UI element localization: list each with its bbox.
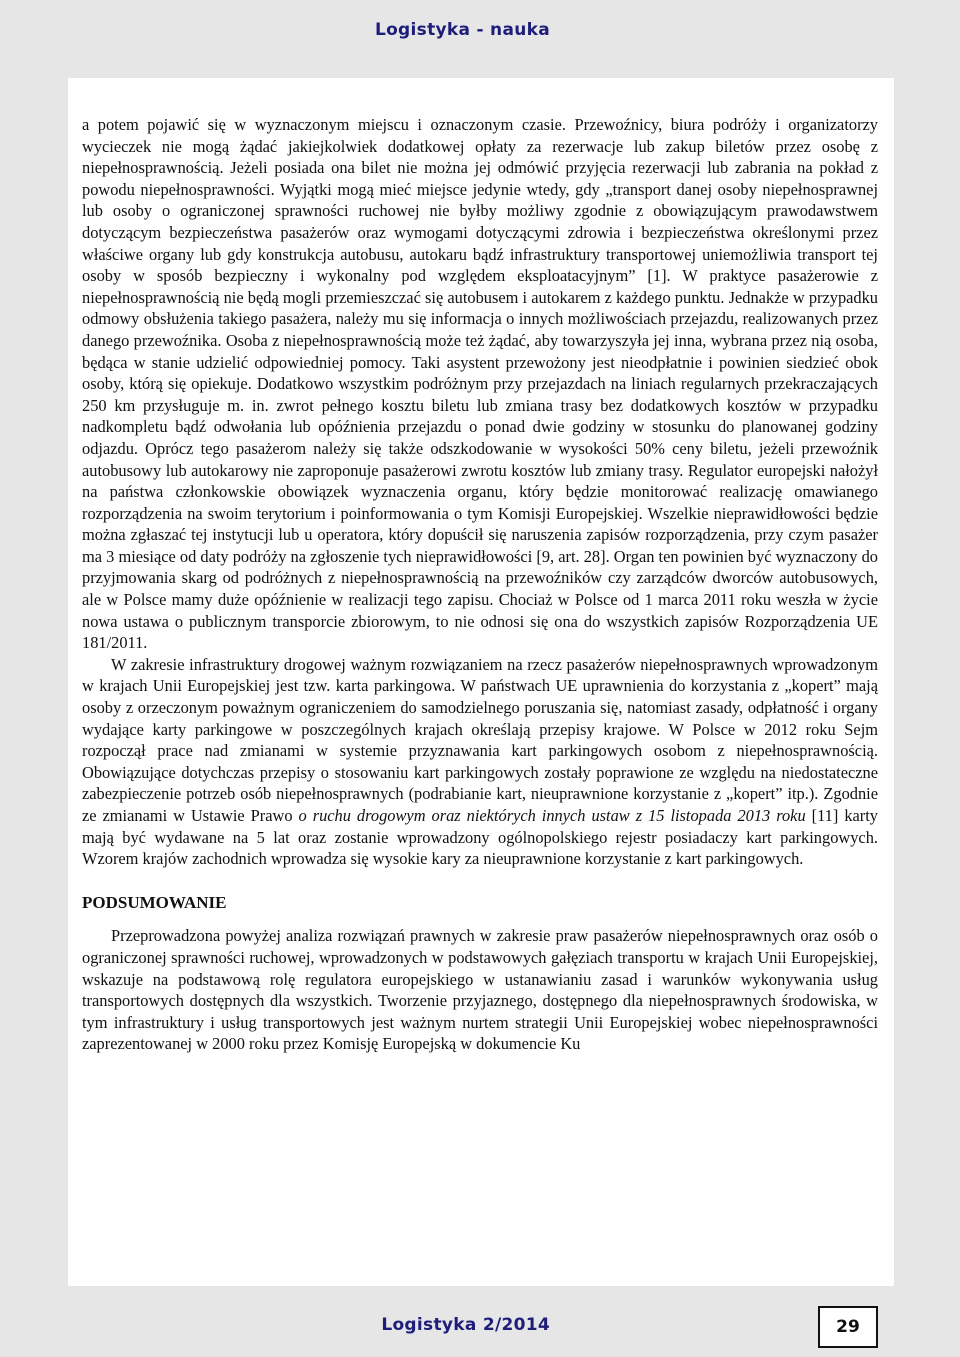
footer-issue-label: Logistyka 2/2014 bbox=[381, 1315, 550, 1335]
page-number-box bbox=[818, 1306, 878, 1348]
section-heading: PODSUMOWANIE bbox=[82, 892, 227, 912]
law-title: o ruchu drogowym oraz niektórych innych ustaw z 15 listopada 2013 roku bbox=[298, 806, 806, 825]
content-card bbox=[68, 78, 894, 1286]
body-paragraph: a potem pojawić się w wyznaczonym miejscu i oznaczonym czasie. Przewoźnicy, biura podróży i organizatorzy wycieczek nie mogą żądać jakiejkolwiek dodatkowej opłaty za rezerwacje lub zakup biletów przez osobę z niepełnosprawnością. Jeżeli posiada ona bilet nie można jej odmówić przyjęcia rezerwacji lub zabrania na pokład z powodu niepełnosprawności. Wyjątki mogą mieć miejsce jedynie wtedy, gdy „transport danej osoby niepełnosprawnej lub osoby o ograniczonej sprawności ruchowej nie byłby możliwy zgodnie z obowiązującym prawodawstwem dotyczącym bezpieczeństwa pasażerów oraz wymogami dotyczącymi zdrowia i bezpieczeństwa określonymi przez właściwe organy lub gdy konstrukcja autobusu, autokaru bądź infrastruktury transportowej uniemożliwia transport tej osoby w sposób bezpieczny i wykonalny pod względem eksploatacyjnym” [1]. W praktyce pasażerowie z niepełnosprawnością nie będą mogli przemieszczać się autobusem i autokarem z każdego punktu. Jednakże w przypadku odmowy obsłużenia takiego pasażera, należy mu się informacja o innych możliwościach przejazdu, realizowanych przez danego przewoźnika. Osoba z niepełnosprawnością może też żądać, aby towarzyszyła jej inna, wybrana przez nią osoba, będąca w stanie udzielić odpowiedniej pomocy. Taki asystent przewożony jest nieodpłatnie i powinien siedzieć obok osoby, którą się opiekuje. Dodatkowo wszystkim podróżnym przy przejazdach na liniach regularnych przekraczających 250 km przysługuje m. in. zwrot pełnego kosztu biletu lub zmiana trasy bez dodatkowych kosztów w przypadku nadkompletu bądź odwołania lub opóźnienia przejazdu o ponad dwie godziny w stosunku do planowanej godziny odjazdu. Oprócz tego pasażerom należy się także odszkodowanie w wysokości 50% ceny biletu, jeżeli przewoźnik autobusowy lub autokarowy nie zaproponuje pasażerowi zwrotu kosztów lub zmiany trasy. Regulator europejski nałożył na państwa członkowskie obowiązek wyznaczenia organu, który będzie monitorować realizację omawianego rozporządzenia na swoim terytorium i poinformowania o tym Komisji Europejskiej. Wszelkie nieprawidłowości będzie można zgłaszać tej instytucji lub u operatora, który dopuścił się naruszenia zapisów rozporządzenia, przy czym pasażer ma 3 miesiące od daty podróży na zgłoszenie tych nieprawidłowości [9, art. 28]. Organ ten powinien być wyznaczony do przyjmowania skarg od podróżnych z niepełnosprawnością na przewoźników czy zarządców dworców autobusowych, ale w Polsce mamy duże opóźnienie w realizacji tego zapisu. Chociaż w Polsce od 1 marca 2011 roku weszła w życie nowa ustawa o publicznym transporcie zbiorowym, to nie odnosi się ona do wszystkich zapisów Rozporządzenia UE 181/2011. bbox=[82, 115, 878, 653]
body-paragraph: Przeprowadzona powyżej analiza rozwiązań prawnych w zakresie praw pasażerów niepełnosprawnych oraz osób o ograniczonej sprawności ruchowej, wprowadzonych w podstawowych gałęziach transportu w krajach Unii Europejskiej, wskazuje na podstawową rolę regulatora europejskiego w ustanawianiu zasad i warunków wykonywania usług transportowych dostępnych dla wszystkich. Tworzenie przyjaznego, dostępnego dla niepełnosprawnych środowiska, w tym infrastruktury i usług transportowych jest ważnym nurtem strategii Unii Europejskiej wobec niepełnosprawności zaprezentowanej w 2000 roku przez Komisję Europejską w dokumencie Ku bbox=[82, 926, 878, 1054]
body-paragraph bbox=[82, 654, 878, 870]
paragraph-text: [11] karty mają być wydawane na 5 lat oraz zostanie wprowadzony ogólnopolskiego rejestr posiadaczy kart parkingowych. Wzorem krajów zachodnich wprowadza się wysokie kary za nieuprawnione korzystanie z kart parkingowych. bbox=[82, 806, 879, 869]
header-band bbox=[0, 0, 960, 66]
article-body bbox=[82, 114, 878, 1055]
journal-title: Logistyka - nauka bbox=[374, 20, 550, 40]
page-number: 29 bbox=[836, 1317, 860, 1337]
paragraph-text: W zakresie infrastruktury drogowej ważnym rozwiązaniem na rzecz pasażerów niepełnosprawnych wprowadzonym w krajach Unii Europejskiej jest tzw. karta parkingowa. W państwach UE uprawnienia do korzystania z „kopert” mają osoby z orzeczonym poważnym ograniczeniem do samodzielnego poruszania się, natomiast zasady, odpłatność i organy wydające karty parkingowe w poszczególnych krajach określają przepisy krajowe. W Polsce w 2012 roku Sejm rozpoczął prace nad zmianami w systemie przyznawania kart parkingowych osobom z niepełnosprawnością. Obowiązujące dotychczas przepisy o stosowaniu kart parkingowych zostały poprawione ze względu na niedostateczne zabezpieczenie potrzeb osób niepełnosprawnych (podrabianie kart, nieuprawnione korzystanie z „kopert” itp.). Zgodnie ze zmianami w Ustawie Prawo bbox=[82, 654, 878, 825]
